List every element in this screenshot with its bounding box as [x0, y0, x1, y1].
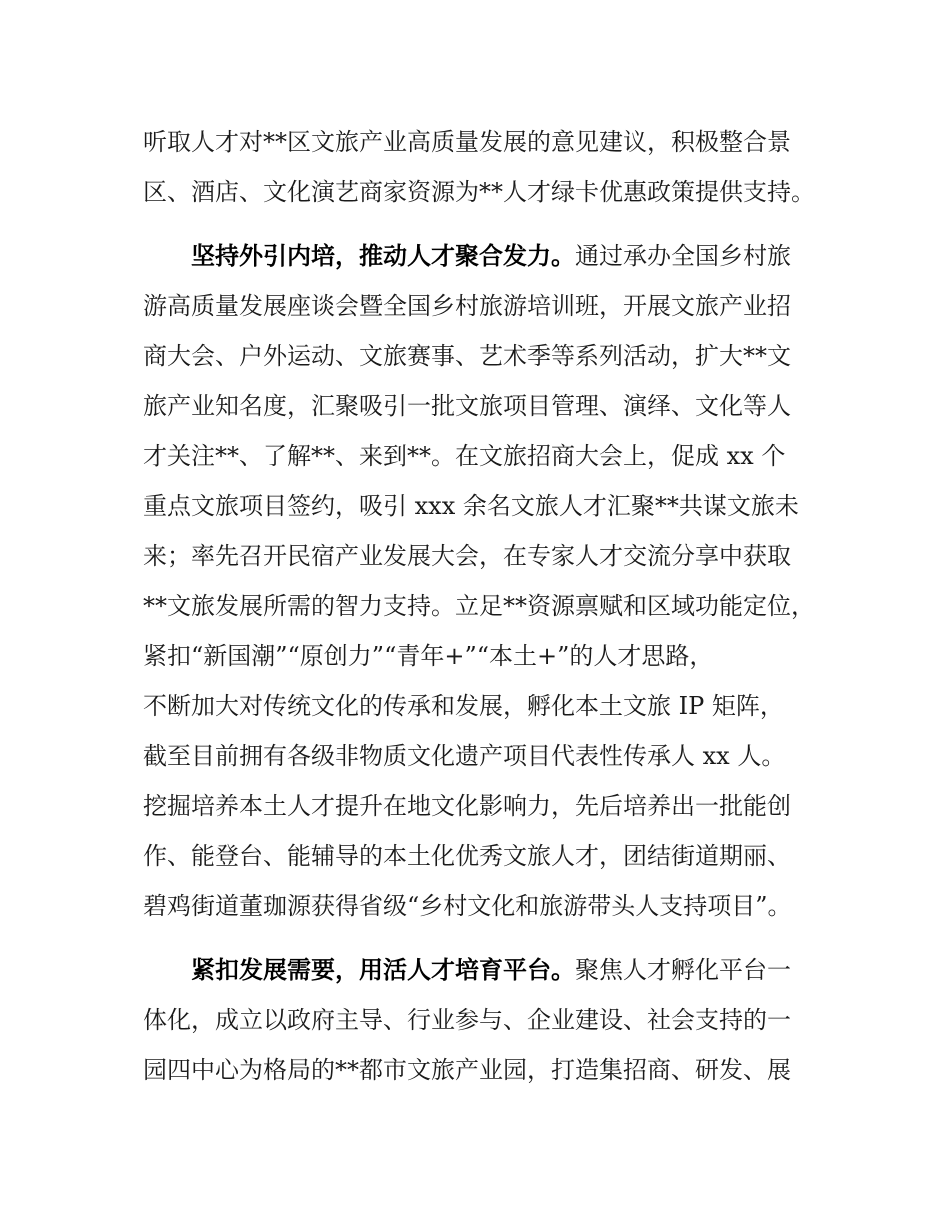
paragraph-2-line: 不断加大对传统文化的传承和发展，孵化本土文旅 IP 矩阵， [143, 692, 784, 720]
paragraph-2-line: 重点文旅项目签约，吸引 xxx 余名文旅人才汇聚**共谋文旅未 [143, 492, 799, 520]
paragraph-2-line: 截至目前拥有各级非物质文化遗产项目代表性传承人 xx 人。 [143, 742, 786, 770]
paragraph-2-line: 才关注**、了解**、来到**。在文旅招商大会上，促成 xx 个 [143, 442, 786, 470]
paragraph-2-line: 紧扣“新国潮”“原创力”“青年+”“本土+”的人才思路， [143, 642, 714, 670]
paragraph-2-line: **文旅发展所需的智力支持。立足**资源禀赋和区域功能定位， [143, 592, 815, 620]
paragraph-2-line: 游高质量发展座谈会暨全国乡村旅游培训班，开展文旅产业招 [143, 292, 791, 320]
paragraph-1-line-2: 区、酒店、文化演艺商家资源为**人才绿卡优惠政策提供支持。 [143, 178, 815, 206]
paragraph-2-line: 作、能登台、能辅导的本土化优秀文旅人才，团结街道期丽、 [143, 842, 791, 870]
paragraph-2-line: 来；率先召开民宿产业发展大会，在专家人才交流分享中获取 [143, 542, 791, 570]
paragraph-3-heading: 紧扣发展需要，用活人才培育平台。 [191, 956, 575, 984]
paragraph-2-line: 商大会、户外运动、文旅赛事、艺术季等系列活动，扩大**文 [143, 342, 791, 370]
paragraph-2-first-line-text: 通过承办全国乡村旅 [575, 242, 791, 270]
paragraph-3-first-line-text: 聚焦人才孵化平台一 [575, 956, 791, 984]
paragraph-2-first-line [191, 241, 791, 271]
paragraph-2-line: 挖掘培养本土人才提升在地文化影响力，先后培养出一批能创 [143, 792, 791, 820]
paragraph-2-heading: 坚持外引内培，推动人才聚合发力。 [191, 242, 575, 270]
paragraph-3-line: 园四中心为格局的**都市文旅产业园，打造集招商、研发、展 [143, 1056, 791, 1084]
paragraph-2-line: 旅产业知名度，汇聚吸引一批文旅项目管理、演绎、文化等人 [143, 392, 791, 420]
paragraph-1-line-1: 听取人才对**区文旅产业高质量发展的意见建议，积极整合景 [143, 128, 791, 156]
paragraph-2-line: 碧鸡街道董珈源获得省级“乡村文化和旅游带头人支持项目”。 [143, 892, 792, 920]
paragraph-3-first-line [191, 955, 791, 985]
paragraph-3-line: 体化，成立以政府主导、行业参与、企业建设、社会支持的一 [143, 1006, 791, 1034]
